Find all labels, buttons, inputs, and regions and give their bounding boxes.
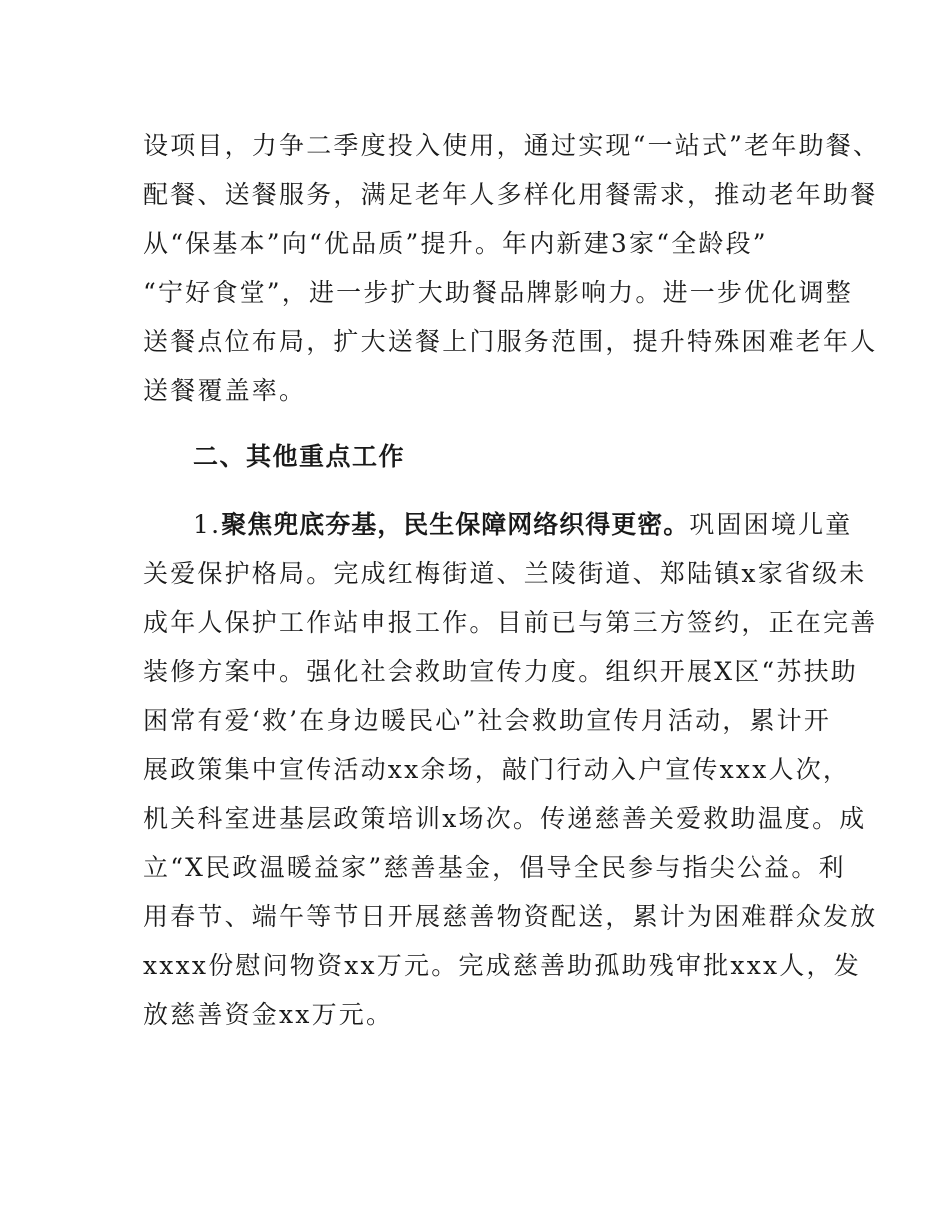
paragraph-1-line-4: “宁好食堂”，进一步扩大助餐品牌影响力。进一步优化调整 — [143, 278, 853, 307]
paragraph-lead: 聚焦兜底夯基，民生保障网络织得更密。 — [221, 510, 690, 539]
paragraph-2-line-10: xxxx份慰问物资xx万元。完成慈善助孤助残审批xxx人，发 — [143, 951, 861, 980]
paragraph-1-line-2: 配餐、送餐服务，满足老年人多样化用餐需求，推动老年助餐 — [143, 180, 878, 209]
paragraph-2-line-2: 关爱保护格局。完成红梅街道、兰陵街道、郑陆镇x家省级未 — [143, 559, 867, 588]
paragraph-2-line-7: 机关科室进基层政策培训x场次。传递慈善关爱救助温度。成 — [143, 804, 867, 833]
paragraph-2-line-8: 立“X民政温暖益家”慈善基金，倡导全民参与指尖公益。利 — [143, 853, 846, 882]
paragraph-2-line-6: 展政策集中宣传活动xx余场，敲门行动入户宣传xxx人次， — [143, 755, 851, 784]
paragraph-2-line-5: 困常有爱‘救’在身边暖民心”社会救助宣传月活动，累计开 — [143, 706, 832, 735]
paragraph-2-line-4: 装修方案中。强化社会救助宣传力度。组织开展X区“苏扶助 — [143, 657, 858, 686]
item-number: 1. — [193, 510, 222, 539]
paragraph-1-line-1: 设项目，力争二季度投入使用，通过实现“一站式”老年助餐、 — [143, 131, 881, 160]
paragraph-2-line-9: 用春节、端午等节日开展慈善物资配送，累计为困难群众发放 — [143, 902, 878, 931]
paragraph-1-line-5: 送餐点位布局，扩大送餐上门服务范围，提升特殊困难老年人 — [143, 327, 878, 356]
paragraph-2-line-11: 放慈善资金xx万元。 — [143, 1000, 394, 1029]
paragraph-1-line-6: 送餐覆盖率。 — [143, 376, 307, 405]
paragraph-2-line-1 — [193, 510, 852, 540]
paragraph-1-line-3: 从“保基本”向“优品质”提升。年内新建3家“全龄段” — [143, 229, 768, 258]
paragraph-2-line-3: 成年人保护工作站申报工作。目前已与第三方签约，正在完善 — [143, 608, 878, 637]
paragraph-2-line-1-rest: 巩固困境儿童 — [689, 510, 853, 539]
section-heading: 二、其他重点工作 — [193, 442, 406, 471]
